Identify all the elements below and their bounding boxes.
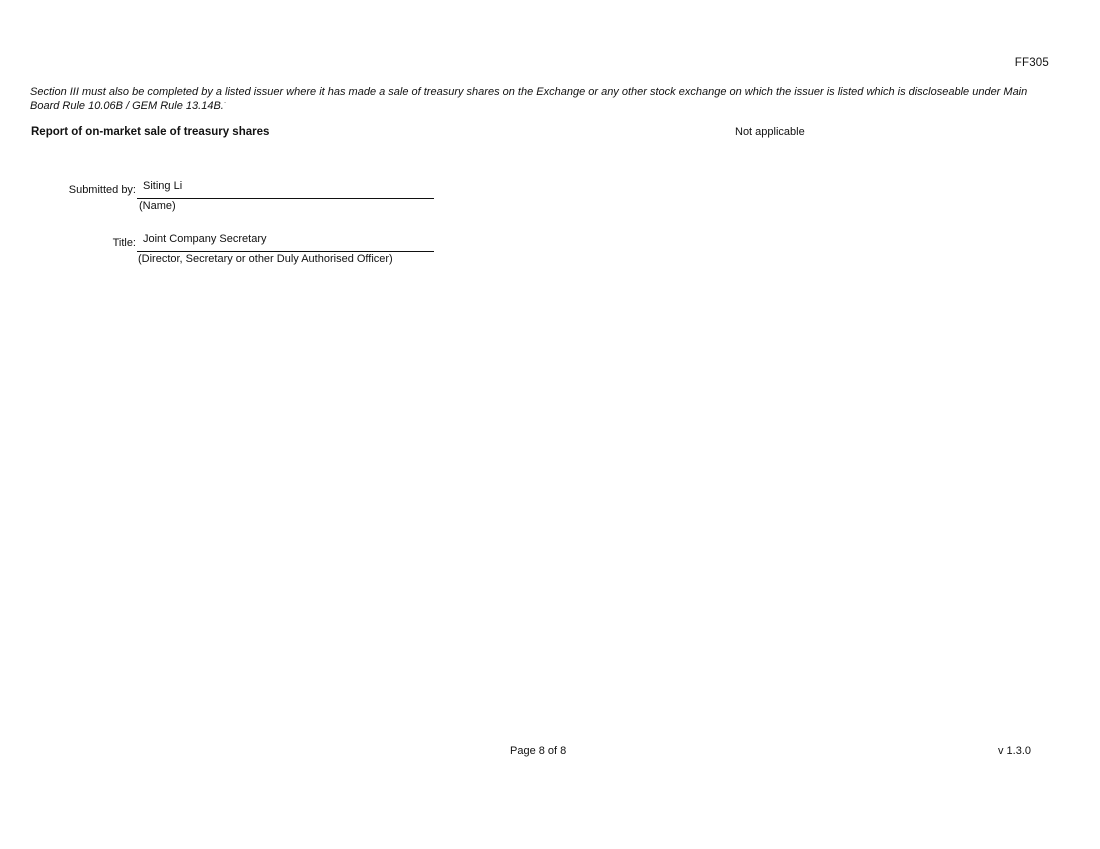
title-caption: (Director, Secretary or other Duly Authorised Officer) xyxy=(138,253,393,265)
form-code-label: FF305 xyxy=(1014,57,1049,69)
page-number: Page 8 of 8 xyxy=(510,745,567,757)
submitted-by-underline xyxy=(137,198,434,199)
section-heading: Report of on-market sale of treasury shares xyxy=(31,126,270,138)
version-label: v 1.3.0 xyxy=(998,745,1032,757)
submitted-by-caption: (Name) xyxy=(139,200,176,212)
section-iii-rule-note-text: Section III must also be completed by a listed issuer where it has made a sale of treasury shares on the Exchange or any other stock exchange on which the issuer is listed which is discloseable under Main Board Rule 10.06B / GEM Rule 13.14B. xyxy=(30,86,1028,112)
title-field[interactable]: Joint Company Secretary xyxy=(143,233,267,245)
footnote-marker: · xyxy=(223,99,227,107)
section-status-not-applicable: Not applicable xyxy=(735,126,805,138)
title-underline xyxy=(137,251,434,252)
title-label: Title: xyxy=(112,237,136,249)
submitted-by-label: Submitted by: xyxy=(68,184,136,196)
section-iii-rule-note xyxy=(30,85,1044,113)
submitted-by-field[interactable]: Siting Li xyxy=(143,180,183,192)
